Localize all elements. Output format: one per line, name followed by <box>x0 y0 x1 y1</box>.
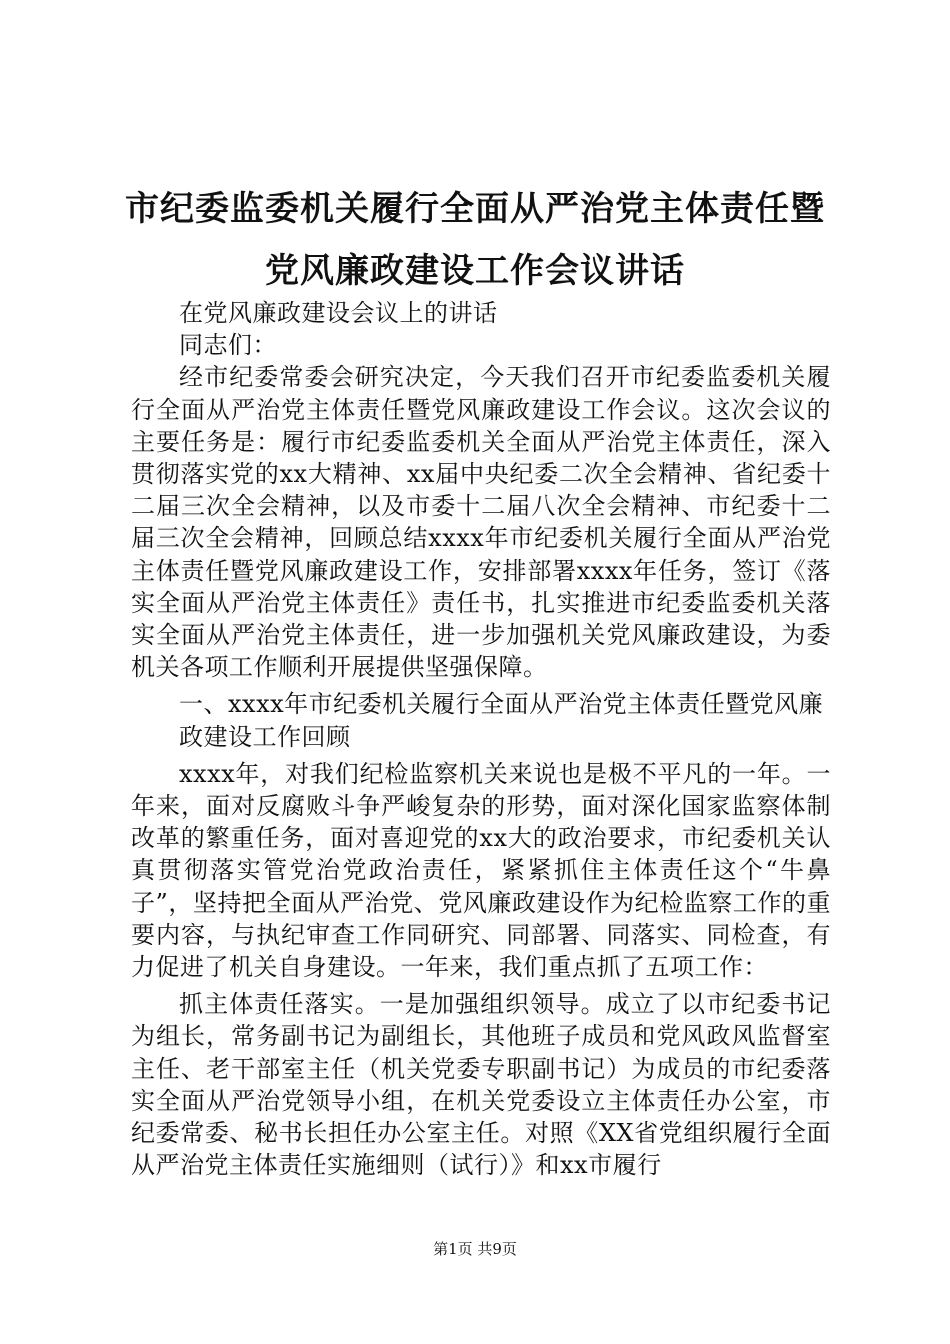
document-title-line-1: 市纪委监委机关履行全面从严治党主体责任暨 <box>125 189 825 229</box>
speech-subtitle: 在党风廉政建设会议上的讲话 <box>179 299 498 327</box>
salutation: 同志们： <box>179 331 277 360</box>
body-paragraph: xxxx年，对我们纪检监察机关来说也是极不平凡的一年。一年来，面对反腐败斗争严峻复杂的形势，面对深化国家监察体制改革的繁重任务，面对喜迎党的xx大的政治要求，市纪委机关认真贯彻落实管党治党政治责任，紧紧抓住主体责任这个“牛鼻子”，坚持把全面从严治党、党风廉政建设作为纪检监察工作的重要内容，与执纪审查工作同研究、同部署、同落实、同检查，有力促进了机关自身建设。一年来，我们重点抓了五项工作： <box>131 759 831 982</box>
body-paragraph: 抓主体责任落实。一是加强组织领导。成立了以市纪委书记为组长，常务副书记为副组长，其他班子成员和党风政风监督室主任、老干部室主任（机关党委专职副书记）为成员的市纪委落实全面从严治党领导小组，在机关党委设立主体责任办公室，市纪委常委、秘书长担任办公室主任。对照《XX省党组织履行全面从严治党主体责任实施细则（试行）》和xx市履行 <box>131 990 831 1180</box>
section-heading-continuation: 政建设工作回顾 <box>179 722 351 751</box>
section-heading: 一、xxxx年市纪委机关履行全面从严治党主体责任暨党风廉 <box>179 690 824 719</box>
page-number-footer: 第1页 共9页 <box>433 1240 517 1258</box>
body-paragraph: 经市纪委常委会研究决定，今天我们召开市纪委监委机关履行全面从严治党主体责任暨党风廉政建设工作会议。这次会议的主要任务是：履行市纪委监委机关全面从严治党主体责任，深入贯彻落实党的xx大精神、xx届中央纪委二次全会精神、省纪委十二届三次全会精神，以及市委十二届八次全会精神、市纪委十二届三次全会精神，回顾总结xxxx年市纪委机关履行全面从严治党主体责任暨党风廉政建设工作，安排部署xxxx年任务，签订《落实全面从严治党主体责任》责任书，扎实推进市纪委监委机关落实全面从严治党主体责任，进一步加强机关党风廉政建设，为委机关各项工作顺利开展提供坚强保障。 <box>131 363 831 682</box>
document-title-line-2: 党风廉政建设工作会议讲话 <box>265 251 685 291</box>
document-body <box>131 297 831 1181</box>
